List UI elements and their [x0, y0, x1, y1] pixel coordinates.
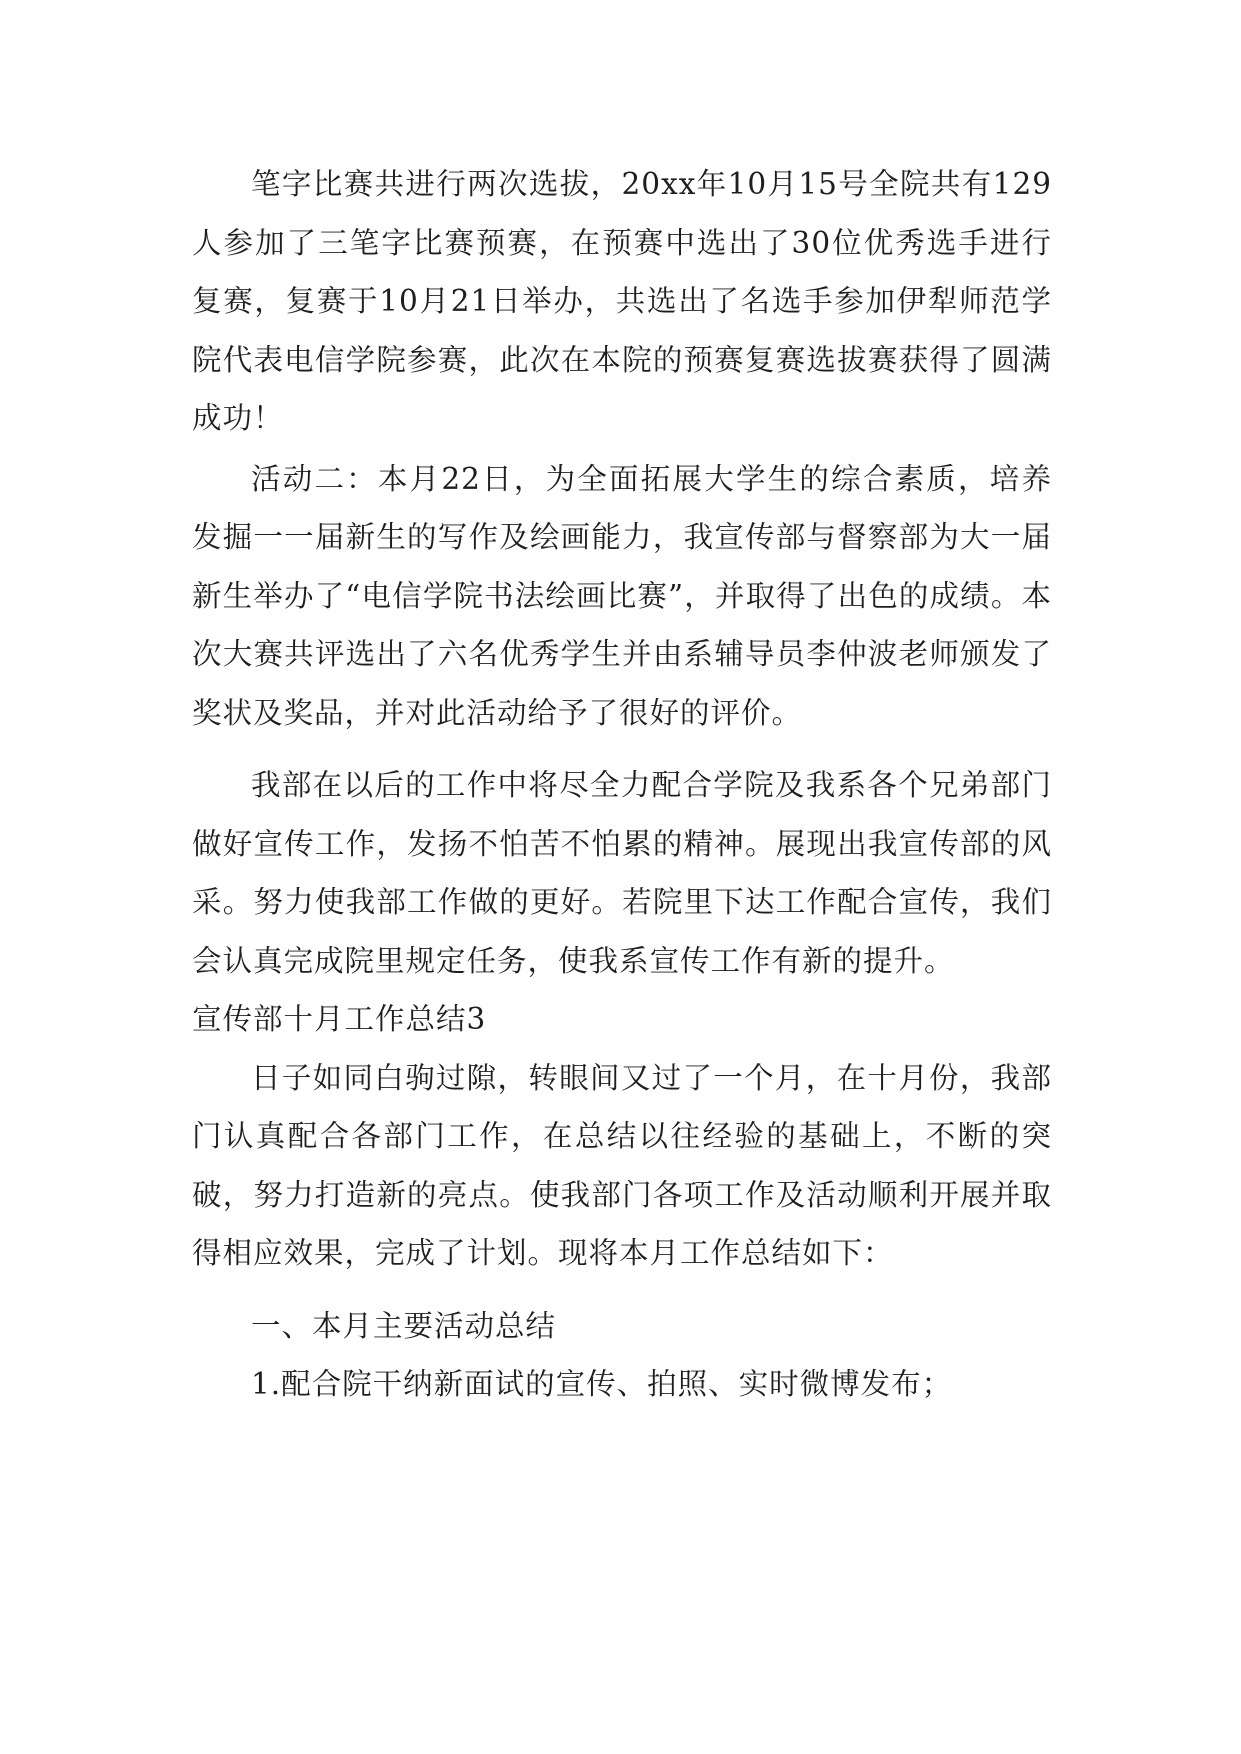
paragraph-future-work: 我部在以后的工作中将尽全力配合学院及我系各个兄弟部门做好宣传工作，发扬不怕苦不怕累的精神。展现出我宣传部的风采。努力使我部工作做的更好。若院里下达工作配合宣传，我们会认真完成院里规定任务，使我系宣传工作有新的提升。 — [192, 768, 1052, 978]
list-item: 1.配合院干纳新面试的宣传、拍照、实时微博发布； — [251, 1367, 953, 1401]
paragraph-intro: 日子如同白驹过隙，转眼间又过了一个月，在十月份，我部门认真配合各部门工作，在总结以往经验的基础上，不断的突破，努力打造新的亮点。使我部门各项工作及活动顺利开展并取得相应效果，完成了计划。现将本月工作总结如下： — [192, 1060, 1052, 1270]
paragraph-activity-two: 活动二：本月22日，为全面拓展大学生的综合素质，培养发掘一一届新生的写作及绘画能力，我宣传部与督察部为大一届新生举办了“电信学院书法绘画比赛”，并取得了出色的成绩。本次大赛共评选出了六名优秀学生并由系辅导员李仲波老师颁发了奖状及奖品，并对此活动给予了很好的评价。 — [192, 461, 1052, 730]
subsection-title: 一、本月主要活动总结 — [251, 1308, 557, 1343]
section-heading: 宣传部十月工作总结3 — [192, 1002, 487, 1036]
document-body — [192, 155, 1052, 1414]
paragraph-calligraphy-contest: 笔字比赛共进行两次选拔，20xx年10月15号全院共有129人参加了三笔字比赛预赛，在预赛中选出了30位优秀选手进行复赛，复赛于10月21日举办，共选出了名选手参加伊犁师范学院代表电信学院参赛，此次在本院的预赛复赛选拔赛获得了圆满成功！ — [192, 167, 1052, 435]
